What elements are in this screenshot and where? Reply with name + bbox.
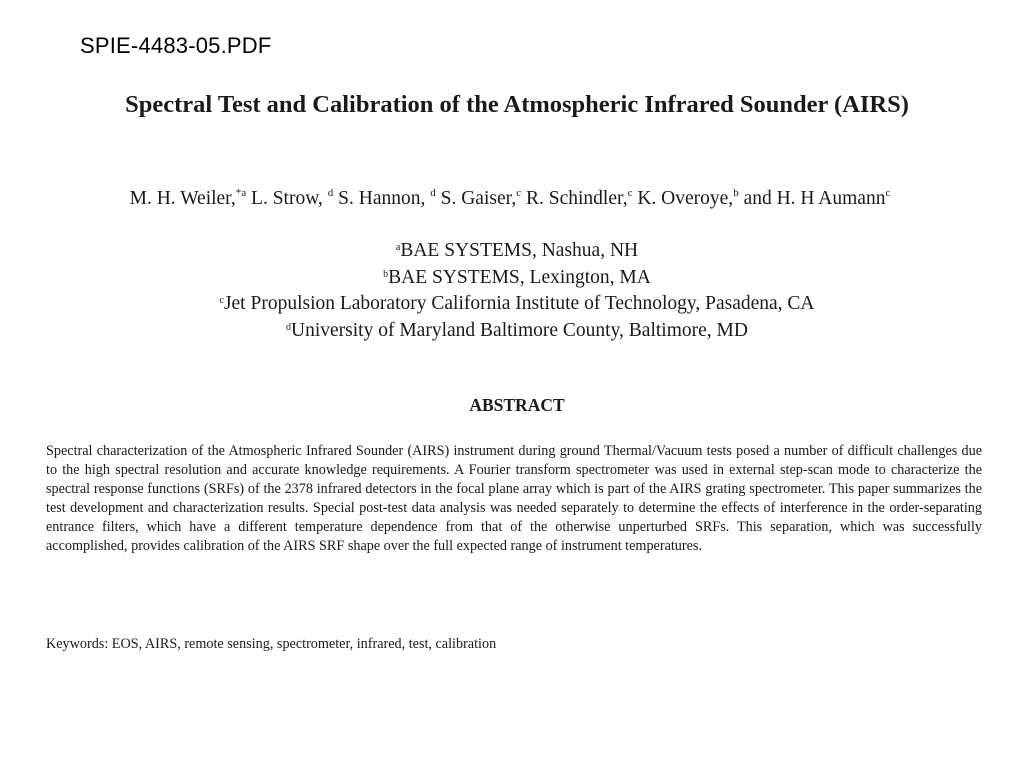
affiliation-list [60, 238, 974, 344]
author-affiliation-mark: c [627, 187, 633, 199]
affiliation-mark: c [219, 295, 224, 306]
affiliation-text: Jet Propulsion Laboratory California Institute of Technology, Pasadena, CA [223, 293, 815, 314]
abstract-text: Spectral characterization of the Atmospheric Infrared Sounder (AIRS) instrument during ground Thermal/Vacuum tests posed a number of difficult challenges due to the high spectral resolution and accurate knowledge requirements. A Fourier transform spectrometer was used in external step-scan mode to characterize the spectral response functions (SRFs) of the 2378 infrared detectors in the focal plane array which is part of the AIRS grating spectrometer. This paper summarizes the test development and characterization results. Special post-test data analysis was needed separately to determine the effects of interference in the order-separating entrance filters, which have a different temperature dependence from that of the otherwise unperturbed SRFs. This separation, which was successfully accomplished, provides calibration of the AIRS SRF shape over the full expected range of instrument temperatures. [46, 443, 982, 554]
affiliation-line [60, 291, 974, 318]
affiliation-mark: b [383, 268, 389, 280]
author-affiliation-mark: c [885, 187, 891, 199]
affiliation-line [60, 238, 974, 265]
author-name: K. Overoye, [637, 188, 734, 209]
author-name: S. Gaiser, [440, 188, 517, 209]
author-affiliation-mark: c [516, 187, 522, 199]
file-name-label: SPIE-4483-05.PDF [80, 33, 272, 58]
affiliation-mark: d [286, 321, 292, 333]
author-affiliation-mark: d [327, 187, 334, 199]
author-list [30, 185, 990, 213]
affiliation-text: BAE SYSTEMS, Nashua, NH [400, 240, 639, 261]
abstract-heading: ABSTRACT [469, 395, 565, 415]
author-name: M. H. Weiler, [129, 188, 236, 209]
author-affiliation-mark: d [430, 187, 436, 199]
affiliation-line [60, 265, 974, 292]
author-name: L. Strow, [251, 188, 323, 209]
keywords-line: Keywords: EOS, AIRS, remote sensing, spectrometer, infrared, test, calibration [46, 636, 497, 652]
author-name: R. Schindler, [525, 188, 628, 209]
author-affiliation-mark: b [733, 187, 739, 199]
author-name: and H. H Aumann [743, 188, 886, 209]
paper-title: Spectral Test and Calibration of the Atmospheric Infrared Sounder (AIRS) [125, 91, 909, 118]
affiliation-text: University of Maryland Baltimore County, Baltimore, MD [291, 319, 748, 341]
affiliation-text: BAE SYSTEMS, Lexington, MA [388, 266, 651, 288]
author-affiliation-mark: *a [235, 187, 247, 199]
author-name: S. Hannon, [338, 188, 426, 209]
affiliation-mark: a [395, 242, 401, 253]
affiliation-line [60, 318, 974, 345]
